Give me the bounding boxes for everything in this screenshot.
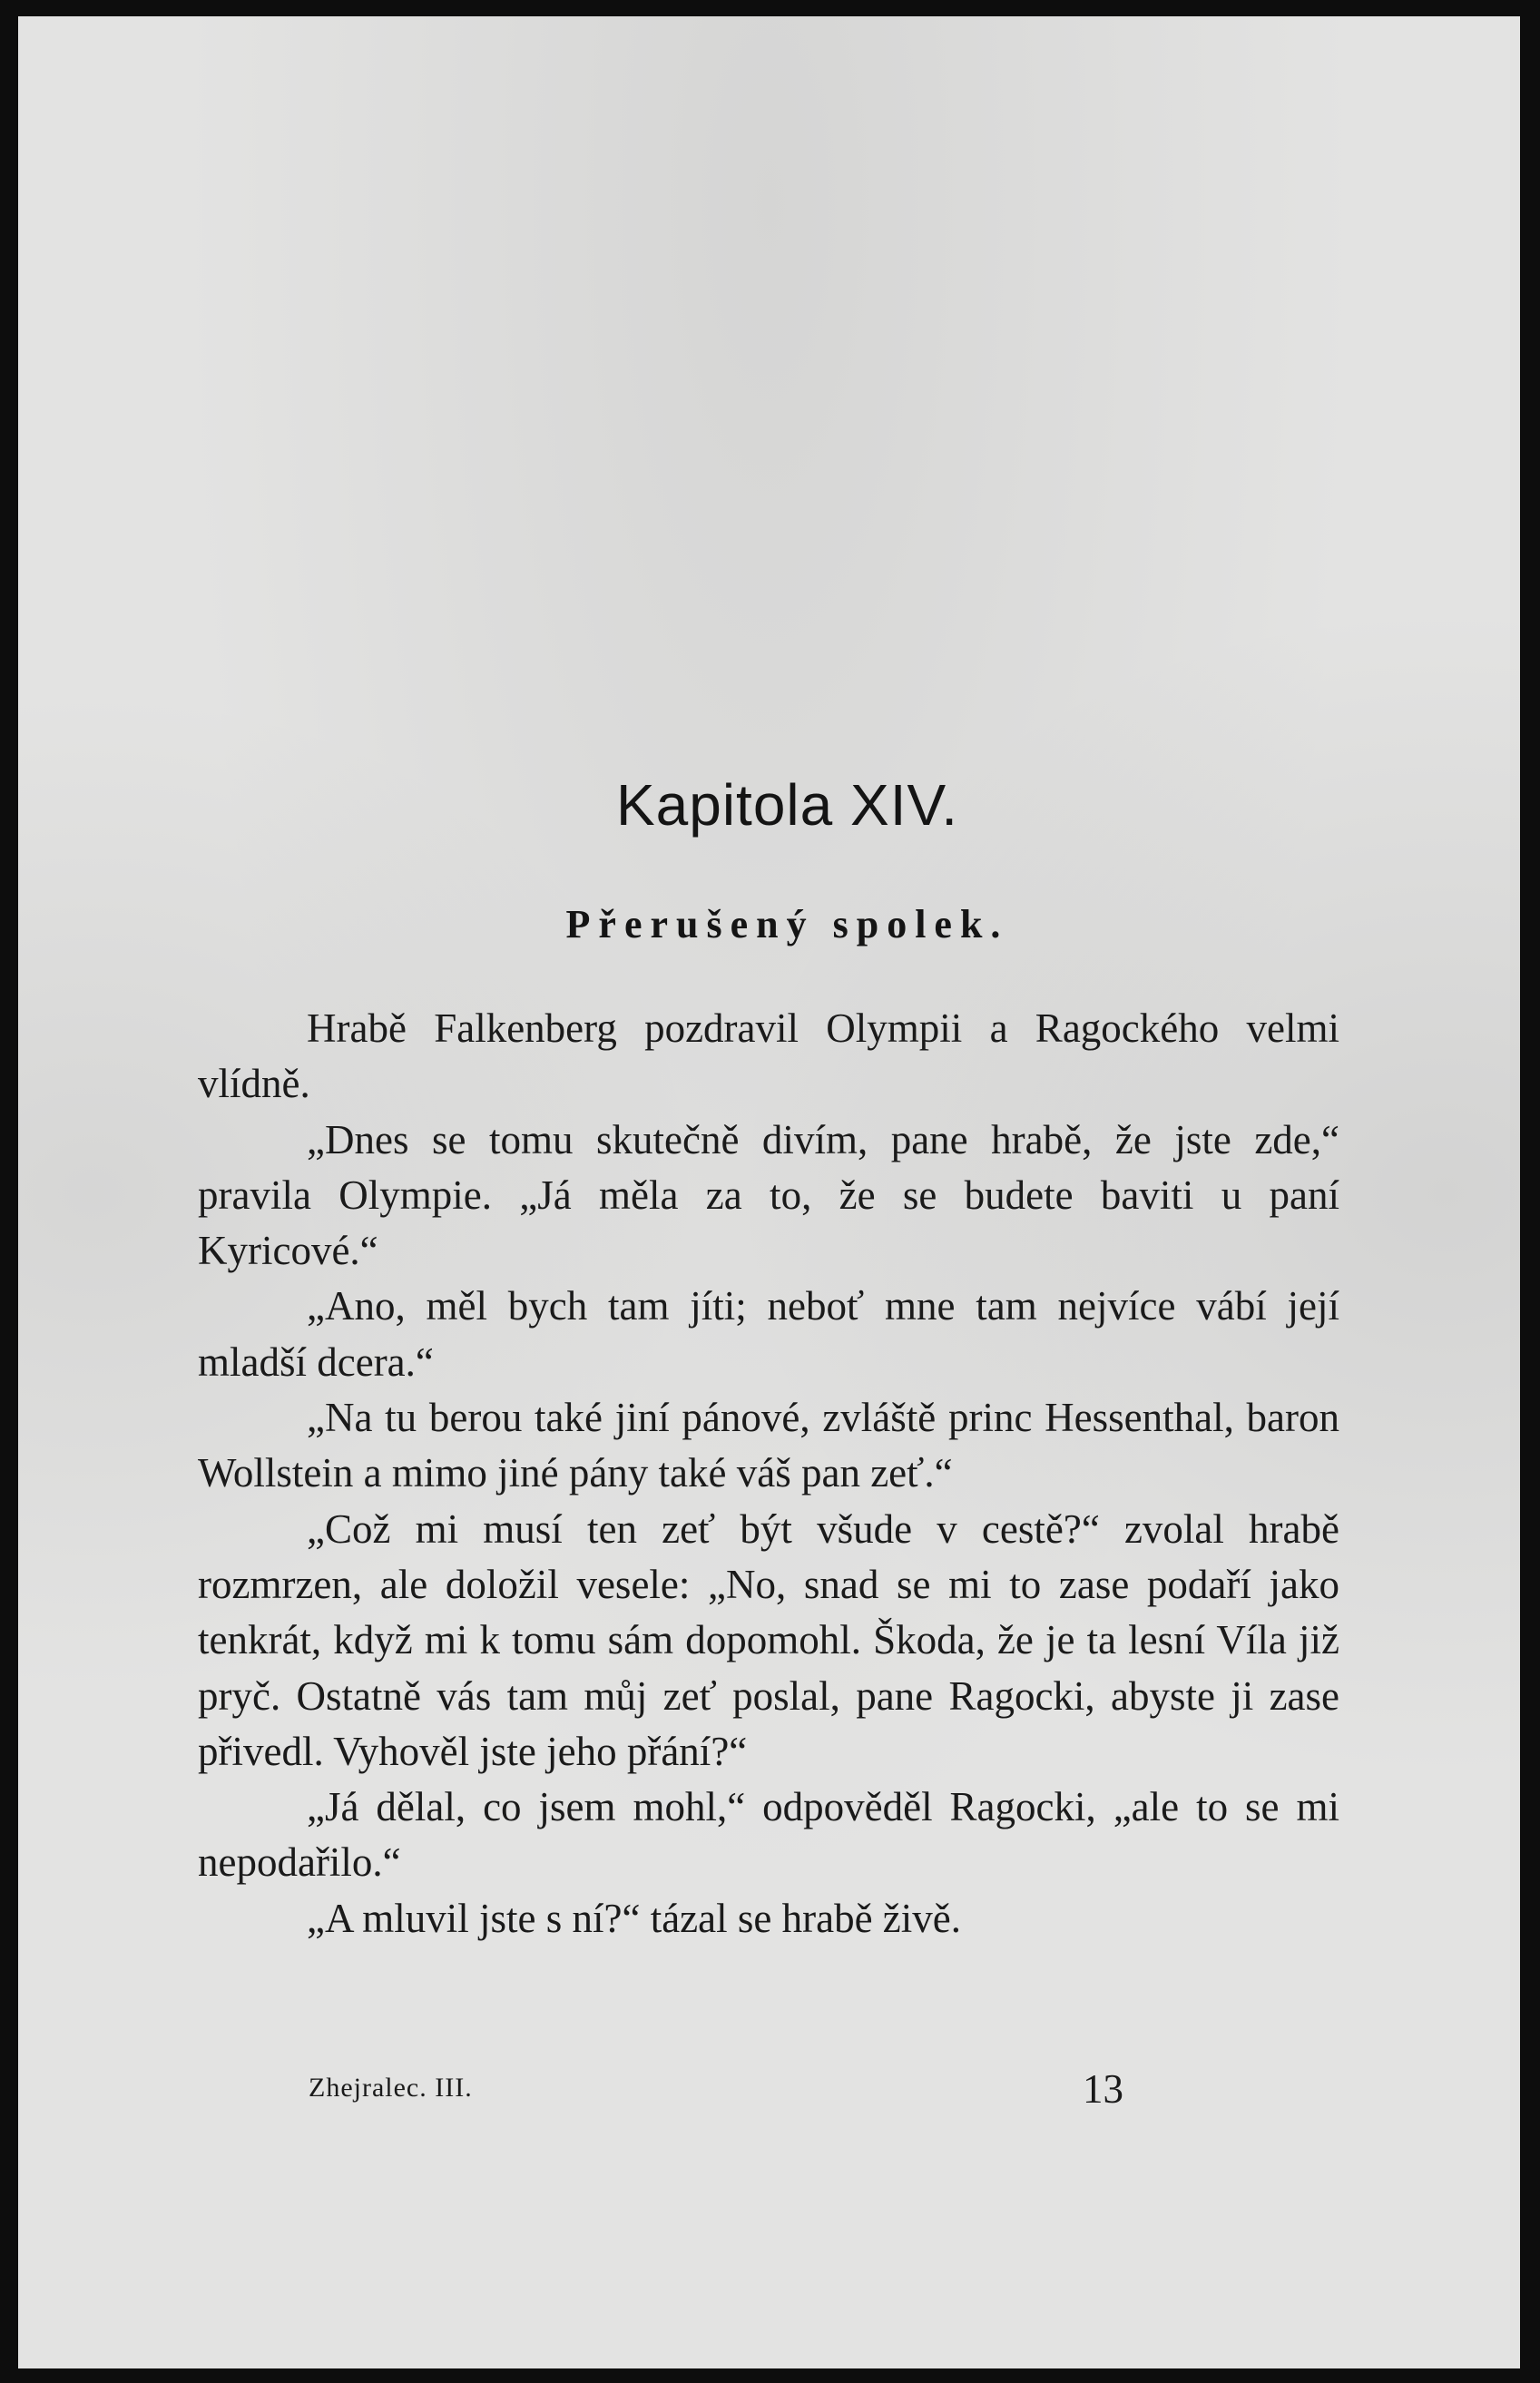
paragraph: „Na tu berou také jiní pánové, zvláště princ Hessenthal, baron Wollstein a mimo jiné pány také váš pan zeť.“	[198, 1395, 1339, 1496]
paragraph: „Ano, měl bych tam jíti; neboť mne tam nejvíce vábí její mladší dcera.“	[198, 1283, 1339, 1385]
body-text	[198, 1001, 1339, 1947]
paragraph: „A mluvil jste s ní?“ tázal se hrabě živě.	[307, 1895, 961, 1941]
page-number: 13	[1083, 2066, 1123, 2112]
chapter-subtitle: Přerušený spolek.	[565, 902, 1009, 946]
book-page	[18, 16, 1520, 2368]
paragraph: „Já dělal, co jsem mohl,“ odpověděl Ragocki, „ale to se mi nepodařilo.“	[198, 1784, 1339, 1886]
paragraph: „Dnes se tomu skutečně divím, pane hrabě, že jste zde,“ pravila Olympie. „Já měla za to, že se budete baviti u paní Kyricové.“	[198, 1116, 1339, 1274]
paragraph: Hrabě Falkenberg pozdravil Olympii a Ragockého velmi vlídně.	[198, 1005, 1339, 1107]
printer-signature: Zhejralec. III.	[309, 2073, 473, 2103]
chapter-title: Kapitola XIV.	[615, 772, 959, 838]
paragraph: „Což mi musí ten zeť být všude v cestě?“ zvolal hrabě rozmrzen, ale doložil vesele: „No, snad se mi to zase podaří jako tenkrát, když mi k tomu sám dopomohl. Škoda, že je ta lesní Víla již pryč. Ostatně vás tam můj zeť poslal, pane Ragocki, abyste ji zase přivedl. Vyhověl jste jeho přání?“	[198, 1505, 1339, 1774]
